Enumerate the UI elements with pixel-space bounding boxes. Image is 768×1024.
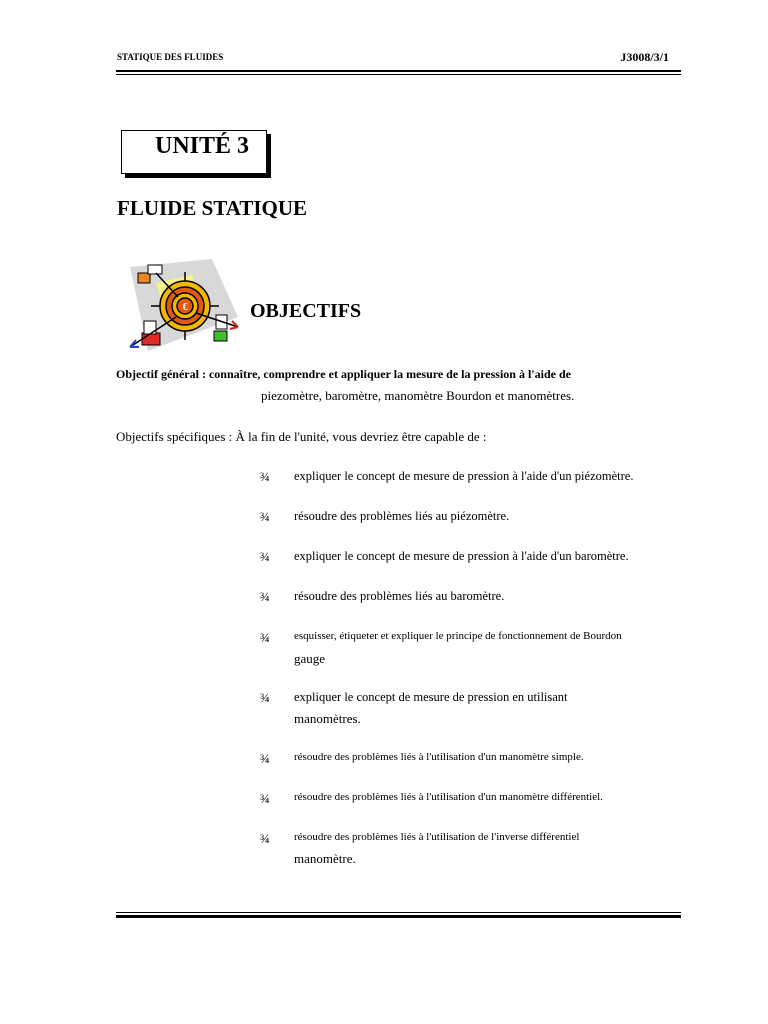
general-objective-continuation: piezomètre, baromètre, manomètre Bourdon et manomètres. <box>261 388 575 403</box>
objectives-heading: OBJECTIFS <box>250 300 362 322</box>
unit-label: UNITÉ 3 <box>155 133 250 159</box>
running-header-title: STATIQUE DES FLUIDES <box>117 52 224 62</box>
objective-item: résoudre des problèmes liés à l'utilisation d'un manomètre différentiel. <box>294 791 603 803</box>
objective-item: résoudre des problèmes liés au piézomètre. <box>294 509 510 523</box>
objective-item: résoudre des problèmes liés à l'utilisation de l'inverse différentiel <box>294 831 580 843</box>
bullet-symbol: ¾ <box>260 549 270 564</box>
objective-item: esquisser, étiqueter et expliquer le principe de fonctionnement de Bourdon <box>294 630 622 642</box>
bullet-symbol: ¾ <box>260 589 270 604</box>
target-clipart-icon <box>120 255 245 355</box>
objective-item-continuation: gauge <box>294 651 326 666</box>
bullet-symbol: ¾ <box>260 630 270 645</box>
objective-item: résoudre des problèmes liés à l'utilisation d'un manomètre simple. <box>294 751 584 763</box>
objective-item: expliquer le concept de mesure de pression à l'aide d'un piézomètre. <box>294 469 634 483</box>
bullet-symbol: ¾ <box>260 791 270 806</box>
bullet-symbol: ¾ <box>260 690 270 705</box>
unit-title: FLUIDE STATIQUE <box>117 196 308 220</box>
footer-rule-thick <box>116 915 681 918</box>
bullet-symbol: ¾ <box>260 831 270 846</box>
header-rule-thin <box>116 74 681 75</box>
bullet-symbol: ¾ <box>260 751 270 766</box>
bullet-symbol: ¾ <box>260 469 270 484</box>
bullet-symbol: ¾ <box>260 509 270 524</box>
objective-item: résoudre des problèmes liés au baromètre. <box>294 589 505 603</box>
objective-item-continuation: manomètre. <box>294 851 356 866</box>
page-code: J3008/3/1 <box>620 50 669 64</box>
objective-item: expliquer le concept de mesure de pression à l'aide d'un baromètre. <box>294 549 629 563</box>
euro-symbol: € <box>182 302 188 313</box>
footer-rule-thin <box>116 912 681 913</box>
objective-item: expliquer le concept de mesure de pression en utilisant <box>294 690 568 704</box>
objective-item-continuation: manomètres. <box>294 711 361 726</box>
general-objective: Objectif général : connaître, comprendre et appliquer la mesure de la pression à l'aide de <box>116 367 571 381</box>
header-rule-thick <box>116 70 681 72</box>
specific-objectives-intro: Objectifs spécifiques : À la fin de l'unité, vous devriez être capable de : <box>116 429 487 444</box>
